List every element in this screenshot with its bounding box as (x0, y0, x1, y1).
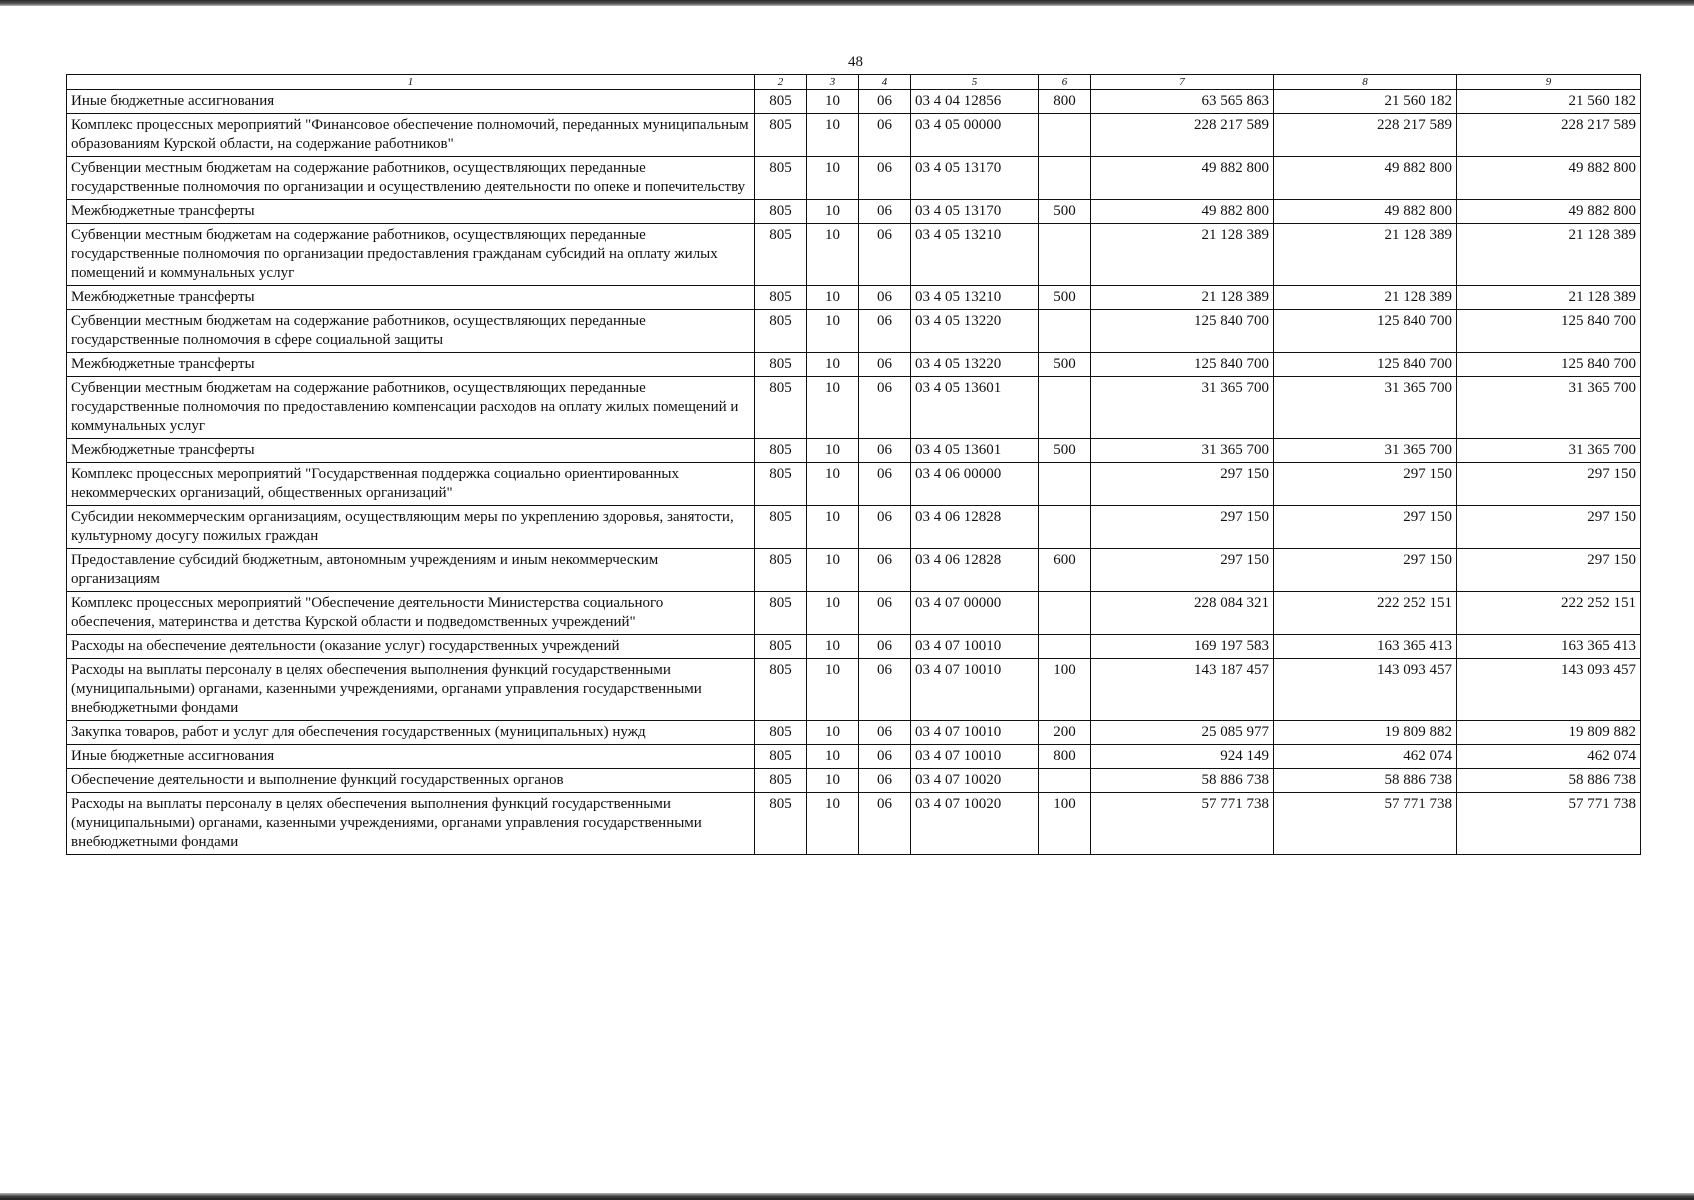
col-header: 3 (807, 75, 859, 90)
amount-col8-cell: 21 128 389 (1274, 224, 1457, 286)
table-row (67, 745, 1641, 769)
expense-type-cell: 500 (1039, 286, 1091, 310)
table-row (67, 310, 1641, 353)
col4-code-cell: 06 (859, 592, 911, 635)
amount-col8-cell: 49 882 800 (1274, 157, 1457, 200)
col3-code-cell: 10 (807, 592, 859, 635)
col2-code-cell: 805 (755, 793, 807, 855)
row-name-cell: Субвенции местным бюджетам на содержание работников, осуществляющих переданные государственные полномочия по организации предоставления гражданам субсидий на оплату жилых помещений и коммунальных услуг (67, 224, 755, 286)
expense-type-cell (1039, 592, 1091, 635)
target-code-cell: 03 4 05 13601 (911, 439, 1039, 463)
expense-type-cell: 100 (1039, 793, 1091, 855)
expense-type-cell: 100 (1039, 659, 1091, 721)
col3-code-cell: 10 (807, 769, 859, 793)
col2-code-cell: 805 (755, 200, 807, 224)
amount-col7-cell: 143 187 457 (1091, 659, 1274, 721)
col2-code-cell: 805 (755, 635, 807, 659)
target-code-cell: 03 4 07 10010 (911, 635, 1039, 659)
row-name-cell: Субвенции местным бюджетам на содержание работников, осуществляющих переданные государственные полномочия по предоставлению компенсации расходов на оплату жилых помещений и коммунальных услуг (67, 377, 755, 439)
expense-type-cell: 200 (1039, 721, 1091, 745)
col3-code-cell: 10 (807, 286, 859, 310)
amount-col7-cell: 49 882 800 (1091, 157, 1274, 200)
col3-code-cell: 10 (807, 310, 859, 353)
target-code-cell: 03 4 04 12856 (911, 90, 1039, 114)
target-code-cell: 03 4 06 00000 (911, 463, 1039, 506)
col3-code-cell: 10 (807, 90, 859, 114)
col3-code-cell: 10 (807, 157, 859, 200)
table-row (67, 90, 1641, 114)
col4-code-cell: 06 (859, 200, 911, 224)
col-header: 5 (911, 75, 1039, 90)
amount-col9-cell: 31 365 700 (1457, 439, 1641, 463)
amount-col7-cell: 169 197 583 (1091, 635, 1274, 659)
col4-code-cell: 06 (859, 793, 911, 855)
expense-type-cell (1039, 506, 1091, 549)
row-name-cell: Межбюджетные трансферты (67, 200, 755, 224)
amount-col7-cell: 228 084 321 (1091, 592, 1274, 635)
col-header: 1 (67, 75, 755, 90)
table-row (67, 506, 1641, 549)
col3-code-cell: 10 (807, 549, 859, 592)
target-code-cell: 03 4 05 00000 (911, 114, 1039, 157)
col4-code-cell: 06 (859, 353, 911, 377)
col2-code-cell: 805 (755, 659, 807, 721)
table-row (67, 224, 1641, 286)
col2-code-cell: 805 (755, 745, 807, 769)
col2-code-cell: 805 (755, 592, 807, 635)
amount-col7-cell: 25 085 977 (1091, 721, 1274, 745)
target-code-cell: 03 4 07 10020 (911, 769, 1039, 793)
col4-code-cell: 06 (859, 439, 911, 463)
amount-col8-cell: 143 093 457 (1274, 659, 1457, 721)
amount-col7-cell: 21 128 389 (1091, 224, 1274, 286)
amount-col7-cell: 63 565 863 (1091, 90, 1274, 114)
amount-col7-cell: 924 149 (1091, 745, 1274, 769)
amount-col7-cell: 31 365 700 (1091, 377, 1274, 439)
amount-col9-cell: 21 128 389 (1457, 224, 1641, 286)
amount-col8-cell: 297 150 (1274, 506, 1457, 549)
amount-col8-cell: 19 809 882 (1274, 721, 1457, 745)
table-row (67, 463, 1641, 506)
expense-type-cell (1039, 224, 1091, 286)
amount-col8-cell: 49 882 800 (1274, 200, 1457, 224)
table-row (67, 721, 1641, 745)
row-name-cell: Обеспечение деятельности и выполнение функций государственных органов (67, 769, 755, 793)
row-name-cell: Межбюджетные трансферты (67, 439, 755, 463)
target-code-cell: 03 4 07 10010 (911, 721, 1039, 745)
target-code-cell: 03 4 07 10010 (911, 659, 1039, 721)
col2-code-cell: 805 (755, 114, 807, 157)
col2-code-cell: 805 (755, 224, 807, 286)
amount-col8-cell: 462 074 (1274, 745, 1457, 769)
amount-col7-cell: 58 886 738 (1091, 769, 1274, 793)
amount-col8-cell: 57 771 738 (1274, 793, 1457, 855)
amount-col9-cell: 19 809 882 (1457, 721, 1641, 745)
col4-code-cell: 06 (859, 463, 911, 506)
expense-type-cell: 800 (1039, 90, 1091, 114)
col4-code-cell: 06 (859, 114, 911, 157)
col2-code-cell: 805 (755, 353, 807, 377)
expense-type-cell (1039, 157, 1091, 200)
col3-code-cell: 10 (807, 721, 859, 745)
col2-code-cell: 805 (755, 90, 807, 114)
amount-col7-cell: 21 128 389 (1091, 286, 1274, 310)
amount-col8-cell: 297 150 (1274, 549, 1457, 592)
col4-code-cell: 06 (859, 157, 911, 200)
table-row (67, 769, 1641, 793)
amount-col9-cell: 143 093 457 (1457, 659, 1641, 721)
col3-code-cell: 10 (807, 745, 859, 769)
row-name-cell: Субвенции местным бюджетам на содержание работников, осуществляющих переданные государственные полномочия по организации и осуществлению деятельности по опеке и попечительству (67, 157, 755, 200)
col3-code-cell: 10 (807, 200, 859, 224)
table-row (67, 157, 1641, 200)
row-name-cell: Расходы на выплаты персоналу в целях обеспечения выполнения функций государственными (муниципальными) органами, казенными учреждениями, органами управления государственными внебюджетными фондами (67, 793, 755, 855)
col3-code-cell: 10 (807, 377, 859, 439)
col-header: 8 (1274, 75, 1457, 90)
expense-type-cell: 500 (1039, 200, 1091, 224)
row-name-cell: Комплекс процессных мероприятий "Обеспечение деятельности Министерства социального обеспечения, материнства и детства Курской области и подведомственных учреждений" (67, 592, 755, 635)
expense-type-cell: 600 (1039, 549, 1091, 592)
col2-code-cell: 805 (755, 377, 807, 439)
target-code-cell: 03 4 05 13170 (911, 200, 1039, 224)
target-code-cell: 03 4 05 13601 (911, 377, 1039, 439)
row-name-cell: Субвенции местным бюджетам на содержание работников, осуществляющих переданные государственные полномочия в сфере социальной защиты (67, 310, 755, 353)
col2-code-cell: 805 (755, 769, 807, 793)
target-code-cell: 03 4 05 13170 (911, 157, 1039, 200)
col-header: 4 (859, 75, 911, 90)
col4-code-cell: 06 (859, 549, 911, 592)
col2-code-cell: 805 (755, 286, 807, 310)
amount-col9-cell: 125 840 700 (1457, 310, 1641, 353)
col-header: 2 (755, 75, 807, 90)
target-code-cell: 03 4 07 10010 (911, 745, 1039, 769)
col3-code-cell: 10 (807, 463, 859, 506)
target-code-cell: 03 4 05 13220 (911, 353, 1039, 377)
target-code-cell: 03 4 07 00000 (911, 592, 1039, 635)
table-row (67, 114, 1641, 157)
col4-code-cell: 06 (859, 659, 911, 721)
col4-code-cell: 06 (859, 286, 911, 310)
amount-col7-cell: 125 840 700 (1091, 310, 1274, 353)
amount-col9-cell: 297 150 (1457, 549, 1641, 592)
row-name-cell: Расходы на выплаты персоналу в целях обеспечения выполнения функций государственными (муниципальными) органами, казенными учреждениями, органами управления государственными внебюджетными фондами (67, 659, 755, 721)
amount-col9-cell: 125 840 700 (1457, 353, 1641, 377)
target-code-cell: 03 4 05 13210 (911, 224, 1039, 286)
expense-type-cell (1039, 635, 1091, 659)
amount-col7-cell: 297 150 (1091, 463, 1274, 506)
col4-code-cell: 06 (859, 506, 911, 549)
target-code-cell: 03 4 05 13210 (911, 286, 1039, 310)
col3-code-cell: 10 (807, 224, 859, 286)
amount-col8-cell: 31 365 700 (1274, 439, 1457, 463)
amount-col8-cell: 58 886 738 (1274, 769, 1457, 793)
amount-col9-cell: 57 771 738 (1457, 793, 1641, 855)
row-name-cell: Иные бюджетные ассигнования (67, 745, 755, 769)
col-header: 9 (1457, 75, 1641, 90)
amount-col8-cell: 21 128 389 (1274, 286, 1457, 310)
amount-col8-cell: 21 560 182 (1274, 90, 1457, 114)
col4-code-cell: 06 (859, 90, 911, 114)
amount-col7-cell: 57 771 738 (1091, 793, 1274, 855)
amount-col9-cell: 297 150 (1457, 506, 1641, 549)
target-code-cell: 03 4 07 10020 (911, 793, 1039, 855)
amount-col8-cell: 297 150 (1274, 463, 1457, 506)
row-name-cell: Иные бюджетные ассигнования (67, 90, 755, 114)
row-name-cell: Комплекс процессных мероприятий "Государственная поддержка социально ориентированных некоммерческих организаций, общественных организаций" (67, 463, 755, 506)
col4-code-cell: 06 (859, 310, 911, 353)
row-name-cell: Субсидии некоммерческим организациям, осуществляющим меры по укреплению здоровья, занятости, культурному досугу пожилых граждан (67, 506, 755, 549)
col4-code-cell: 06 (859, 721, 911, 745)
col4-code-cell: 06 (859, 769, 911, 793)
col2-code-cell: 805 (755, 463, 807, 506)
amount-col9-cell: 21 128 389 (1457, 286, 1641, 310)
col2-code-cell: 805 (755, 506, 807, 549)
amount-col8-cell: 125 840 700 (1274, 353, 1457, 377)
col-header: 6 (1039, 75, 1091, 90)
col-header: 7 (1091, 75, 1274, 90)
row-name-cell: Комплекс процессных мероприятий "Финансовое обеспечение полномочий, переданных муниципальным образованиям Курской области, на содержание работников" (67, 114, 755, 157)
amount-col9-cell: 58 886 738 (1457, 769, 1641, 793)
page-number: 48 (848, 54, 863, 70)
amount-col9-cell: 228 217 589 (1457, 114, 1641, 157)
amount-col7-cell: 228 217 589 (1091, 114, 1274, 157)
amount-col9-cell: 163 365 413 (1457, 635, 1641, 659)
scan-edge-bottom (0, 1193, 1694, 1200)
col2-code-cell: 805 (755, 310, 807, 353)
expense-type-cell (1039, 114, 1091, 157)
amount-col7-cell: 49 882 800 (1091, 200, 1274, 224)
table-row (67, 793, 1641, 855)
col2-code-cell: 805 (755, 549, 807, 592)
amount-col9-cell: 462 074 (1457, 745, 1641, 769)
table-row (67, 377, 1641, 439)
table-row (67, 286, 1641, 310)
expense-type-cell (1039, 310, 1091, 353)
target-code-cell: 03 4 05 13220 (911, 310, 1039, 353)
amount-col7-cell: 297 150 (1091, 549, 1274, 592)
col2-code-cell: 805 (755, 721, 807, 745)
table-row (67, 200, 1641, 224)
amount-col8-cell: 31 365 700 (1274, 377, 1457, 439)
amount-col7-cell: 125 840 700 (1091, 353, 1274, 377)
col2-code-cell: 805 (755, 439, 807, 463)
amount-col9-cell: 49 882 800 (1457, 200, 1641, 224)
table-header-row (67, 75, 1641, 90)
col3-code-cell: 10 (807, 635, 859, 659)
col4-code-cell: 06 (859, 224, 911, 286)
amount-col7-cell: 31 365 700 (1091, 439, 1274, 463)
col4-code-cell: 06 (859, 377, 911, 439)
row-name-cell: Межбюджетные трансферты (67, 353, 755, 377)
col4-code-cell: 06 (859, 745, 911, 769)
target-code-cell: 03 4 06 12828 (911, 549, 1039, 592)
scan-edge-top (0, 0, 1694, 6)
amount-col8-cell: 228 217 589 (1274, 114, 1457, 157)
budget-table (66, 74, 1641, 855)
col2-code-cell: 805 (755, 157, 807, 200)
col3-code-cell: 10 (807, 114, 859, 157)
amount-col8-cell: 125 840 700 (1274, 310, 1457, 353)
col4-code-cell: 06 (859, 635, 911, 659)
table-row (67, 353, 1641, 377)
table-row (67, 439, 1641, 463)
col3-code-cell: 10 (807, 439, 859, 463)
amount-col9-cell: 222 252 151 (1457, 592, 1641, 635)
expense-type-cell (1039, 463, 1091, 506)
row-name-cell: Расходы на обеспечение деятельности (оказание услуг) государственных учреждений (67, 635, 755, 659)
col3-code-cell: 10 (807, 353, 859, 377)
amount-col9-cell: 21 560 182 (1457, 90, 1641, 114)
table-row (67, 549, 1641, 592)
expense-type-cell (1039, 769, 1091, 793)
amount-col9-cell: 31 365 700 (1457, 377, 1641, 439)
table-row (67, 659, 1641, 721)
target-code-cell: 03 4 06 12828 (911, 506, 1039, 549)
table-row (67, 592, 1641, 635)
col3-code-cell: 10 (807, 506, 859, 549)
amount-col9-cell: 49 882 800 (1457, 157, 1641, 200)
amount-col8-cell: 222 252 151 (1274, 592, 1457, 635)
col3-code-cell: 10 (807, 793, 859, 855)
amount-col9-cell: 297 150 (1457, 463, 1641, 506)
expense-type-cell: 500 (1039, 353, 1091, 377)
expense-type-cell: 800 (1039, 745, 1091, 769)
amount-col8-cell: 163 365 413 (1274, 635, 1457, 659)
expense-type-cell (1039, 377, 1091, 439)
col3-code-cell: 10 (807, 659, 859, 721)
table-row (67, 635, 1641, 659)
expense-type-cell: 500 (1039, 439, 1091, 463)
row-name-cell: Предоставление субсидий бюджетным, автономным учреждениям и иным некоммерческим организациям (67, 549, 755, 592)
amount-col7-cell: 297 150 (1091, 506, 1274, 549)
row-name-cell: Закупка товаров, работ и услуг для обеспечения государственных (муниципальных) нужд (67, 721, 755, 745)
row-name-cell: Межбюджетные трансферты (67, 286, 755, 310)
